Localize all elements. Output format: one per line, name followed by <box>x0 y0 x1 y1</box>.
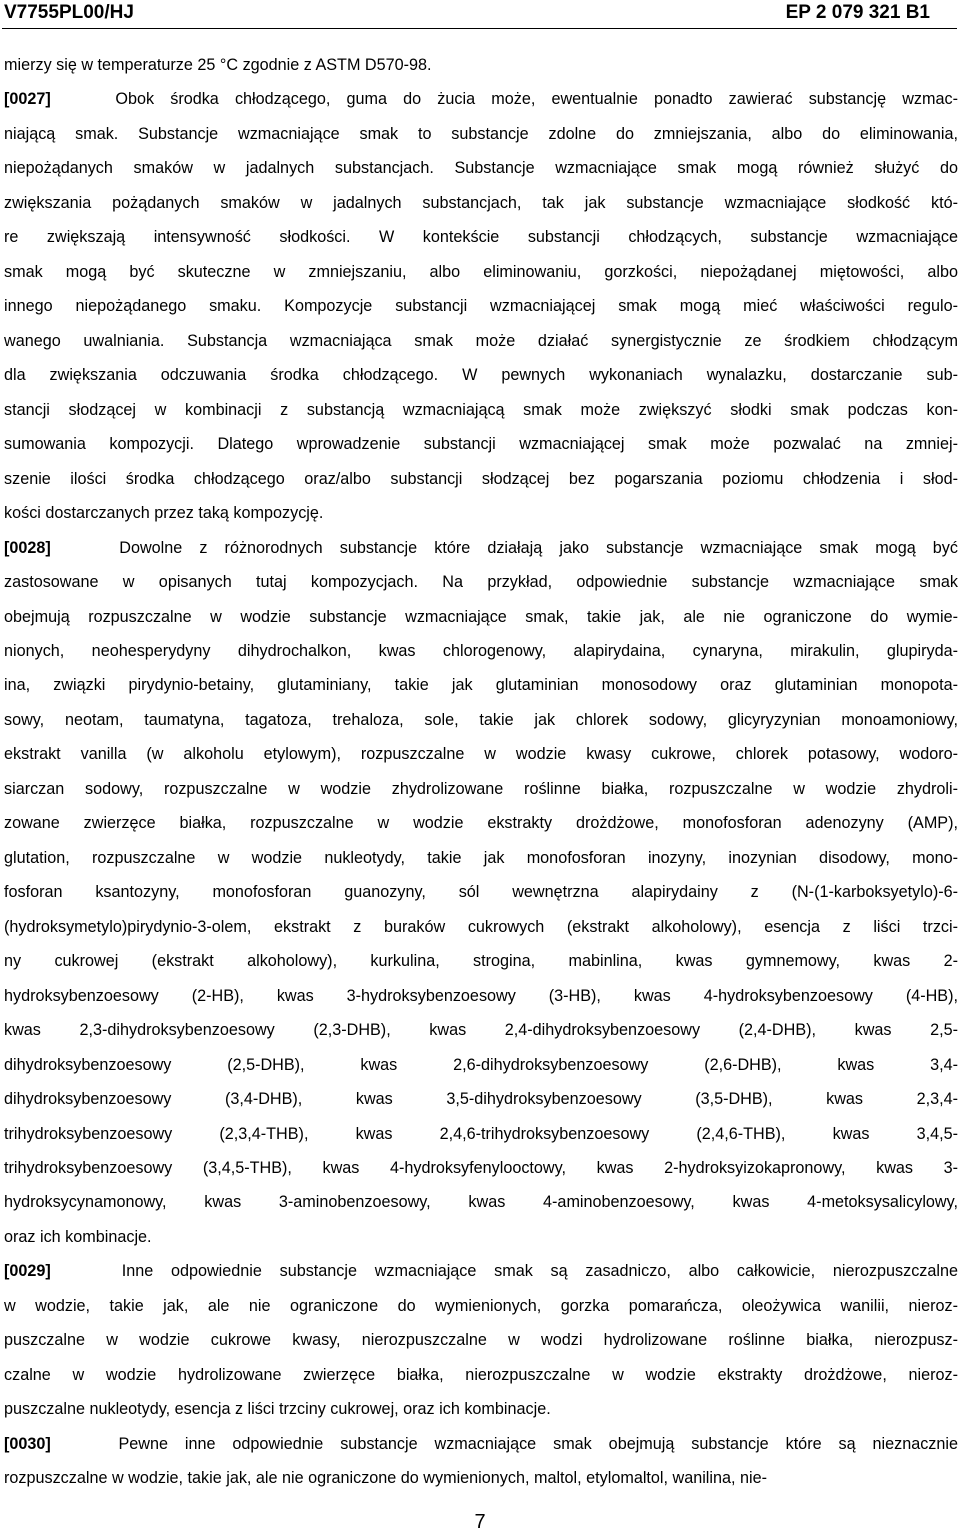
line-text: zastosowane w opisanych tutaj kompozycjach. Na przykład, odpowiednie substancje wzmacniające smak <box>4 573 958 592</box>
paragraph-number: [0029] <box>4 1262 51 1281</box>
text-line <box>4 462 958 496</box>
line-text: szenie ilości środka chłodzącego oraz/albo substancji słodzącej bez pogarszania poziomu chłodzenia i słod- <box>4 469 958 488</box>
text-line <box>4 1082 958 1116</box>
line-text: niepożądanych smaków w jadalnych substancjach. Substancje wzmacniające smak mogą również służyć do <box>4 159 958 178</box>
line-text: Obok środka chłodzącego, guma do żucia może, ewentualnie ponadto zawierać substancję wzmac- <box>115 90 958 109</box>
line-text: obejmują rozpuszczalne w wodzie substancje wzmacniające smak, takie jak, ale nie ograniczone do wymie- <box>4 607 958 626</box>
text-line <box>4 324 958 358</box>
text-line <box>4 255 958 289</box>
line-text: kwas 2,3-dihydroksybenzoesowy (2,3-DHB), kwas 2,4-dihydroksybenzoesowy (2,4-DHB), kwas 2,5- <box>4 1021 958 1040</box>
text-line <box>4 82 958 116</box>
line-text: czalne w wodzie hydrolizowane zwierzęce białka, nierozpuszczalne w wodzie ekstrakty drożdżowe, nieroz- <box>4 1365 958 1384</box>
text-line <box>4 1185 958 1219</box>
text-line <box>4 358 958 392</box>
line-text: hydroksycynamonowy, kwas 3-aminobenzoesowy, kwas 4-aminobenzoesowy, kwas 4-metoksysalicylowy, <box>4 1193 958 1212</box>
line-text: wanego uwalniania. Substancja wzmacniająca smak może działać synergistycznie ze środkiem chłodzącym <box>4 331 958 350</box>
document-code: V7755PL00/HJ <box>4 2 134 23</box>
text-line <box>4 1151 958 1185</box>
line-text: fosforan ksantozyny, monofosforan guanozyny, sól wewnętrzna alapirydainy z (N-(1-karboksyetylo)-6- <box>4 883 958 902</box>
line-text: dla zwiększania odczuwania środka chłodzącego. W pewnych wykonaniach wynalazku, dostarczanie sub- <box>4 366 958 385</box>
text-line <box>4 1048 958 1082</box>
text-line <box>4 186 958 220</box>
line-text: Inne odpowiednie substancje wzmacniające smak są zasadniczo, albo całkowicie, nierozpuszczalne <box>121 1262 958 1281</box>
text-line <box>4 117 958 151</box>
line-text: Dowolne z różnorodnych substancje które działają jako substancje wzmacniające smak mogą być <box>119 538 958 557</box>
line-text: ina, związki pirydynio-betainy, glutaminiany, takie jak glutaminian monosodowy oraz glutaminian monopota- <box>4 676 958 695</box>
line-text: ekstrakt vanilla (w alkoholu etylowym), rozpuszczalne w wodzie kwasy cukrowe, chlorek potasowy, wodoro- <box>4 745 958 764</box>
paragraph-0029 <box>4 1254 958 1426</box>
text-line <box>4 875 958 909</box>
text-line <box>4 1013 958 1047</box>
text-line <box>4 1117 958 1151</box>
line-text: zowane zwierzęce białka, rozpuszczalne w wodzie ekstrakty drożdżowe, monofosforan adenozyny (AMP), <box>4 814 958 833</box>
line-text: rozpuszczalne w wodzie, takie jak, ale nie ograniczone do wymienionych, maltol, etylomaltol, wanilina, nie- <box>4 1469 767 1488</box>
line-text: w wodzie, takie jak, ale nie ograniczone do wymienionych, gorzka pomarańcza, oleożywica wanilii, nieroz- <box>4 1296 958 1315</box>
line-text: ny cukrowej (ekstrakt alkoholowy), kurkulina, strogina, mabinlina, kwas gymnemowy, kwas 2- <box>4 952 958 971</box>
line-text: trihydroksybenzoesowy (3,4,5-THB), kwas 4-hydroksyfenylooctowy, kwas 2-hydroksyizokapronowy, kwas 3- <box>4 1159 958 1177</box>
paragraph-number: [0027] <box>4 90 51 109</box>
text-line <box>4 289 958 323</box>
document-body <box>4 48 958 1496</box>
text-line <box>4 1323 958 1357</box>
line-text: puszczalne nukleotydy, esencja z liści trzciny cukrowej, oraz ich kombinacje. <box>4 1400 551 1419</box>
text-line <box>4 979 958 1013</box>
text-line <box>4 151 958 185</box>
line-text: dihydroksybenzoesowy (3,4-DHB), kwas 3,5-dihydroksybenzoesowy (3,5-DHB), kwas 2,3,4- <box>4 1090 958 1109</box>
line-text: (hydroksymetylo)pirydynio-3-olem, ekstrakt z buraków cukrowych (ekstrakt alkoholowy), esencja z liści trzci- <box>4 917 958 936</box>
text-line <box>4 393 958 427</box>
text-line <box>4 220 958 254</box>
line-text: niającą smak. Substancje wzmacniające smak to substancje zdolne do zmniejszania, albo do eliminowania, <box>4 124 958 143</box>
line-text: puszczalne w wodzie cukrowe kwasy, nierozpuszczalne w wodzi hydrolizowane roślinne białka, nierozpusz- <box>4 1331 958 1350</box>
line-text: hydroksybenzoesowy (2-HB), kwas 3-hydroksybenzoesowy (3-HB), kwas 4-hydroksybenzoesowy (4-HB), <box>4 986 958 1005</box>
text-line <box>4 1427 958 1461</box>
paragraph-0028 <box>4 531 958 1255</box>
text-line <box>4 531 958 565</box>
page-header <box>0 0 960 34</box>
line-text: smak mogą być skuteczne w zmniejszaniu, albo eliminowaniu, gorzkości, niepożądanej miętowości, albo <box>4 262 958 281</box>
text-line <box>4 565 958 599</box>
text-line <box>4 1254 958 1288</box>
paragraph-continuation <box>4 48 958 82</box>
text-line <box>4 1289 958 1323</box>
text-line <box>4 703 958 737</box>
line-text: glutation, rozpuszczalne w wodzie nukleotydy, takie jak monofosforan inozyny, inozynian disodowy, mono- <box>4 848 958 867</box>
line-text: innego niepożądanego smaku. Kompozycje substancji wzmacniającej smak mogą mieć właściwości regulo- <box>4 297 958 316</box>
patent-number: EP 2 079 321 B1 <box>785 2 930 23</box>
paragraph-number: [0028] <box>4 538 51 557</box>
line-text: sumowania kompozycji. Dlatego wprowadzenie substancji wzmacniającej smak może pozwalać na zmniej- <box>4 435 958 454</box>
text-line <box>4 841 958 875</box>
text-line <box>4 772 958 806</box>
text-line <box>4 910 958 944</box>
line-text: trihydroksybenzoesowy (2,3,4-THB), kwas 2,4,6-trihydroksybenzoesowy (2,4,6-THB), kwas 3,4,5- <box>4 1124 958 1143</box>
line-text: mierzy się w temperaturze 25 °C zgodnie z ASTM D570-98. <box>4 56 432 74</box>
text-line <box>4 668 958 702</box>
text-line <box>4 48 958 82</box>
line-text: re zwiększają intensywność słodkości. W kontekście substancji chłodzących, substancje wzmacniające <box>4 228 958 247</box>
text-line <box>4 1220 958 1254</box>
line-text: oraz ich kombinacje. <box>4 1227 152 1246</box>
header-rule <box>2 28 957 29</box>
page-number: 7 <box>474 1511 486 1533</box>
line-text: stancji słodzącej w kombinacji z substancją wzmacniającą smak może zwiększyć słodki smak podczas kon- <box>4 400 958 419</box>
text-line <box>4 496 958 530</box>
text-line <box>4 600 958 634</box>
text-line <box>4 427 958 461</box>
paragraph-number: [0030] <box>4 1434 51 1453</box>
line-text: sowy, neotam, taumatyna, tagatoza, trehaloza, sole, takie jak chlorek sodowy, glicyryzynian monoamoniowy, <box>4 710 958 729</box>
text-line <box>4 737 958 771</box>
text-line <box>4 634 958 668</box>
text-line <box>4 1461 958 1495</box>
line-text: kości dostarczanych przez taką kompozycję. <box>4 504 324 523</box>
paragraph-0027 <box>4 82 958 530</box>
line-text: dihydroksybenzoesowy (2,5-DHB), kwas 2,6-dihydroksybenzoesowy (2,6-DHB), kwas 3,4- <box>4 1055 958 1074</box>
paragraph-0030 <box>4 1427 958 1496</box>
line-text: zwiększania pożądanych smaków w jadalnych substancjach, tak jak substancje wzmacniające słodkość któ- <box>4 193 958 212</box>
line-text: siarczan sodowy, rozpuszczalne w wodzie zhydrolizowane roślinne białka, rozpuszczalne w wodzie zhydroli- <box>4 779 958 798</box>
text-line <box>4 1392 958 1426</box>
text-line <box>4 944 958 978</box>
line-text: Pewne inne odpowiednie substancje wzmacniające smak obejmują substancje które są nieznacznie <box>118 1434 958 1453</box>
text-line <box>4 1358 958 1392</box>
text-line <box>4 806 958 840</box>
line-text: nionych, neohesperydyny dihydrochalkon, kwas chlorogenowy, alapirydaina, cynaryna, mirakulin, glupiryda- <box>4 641 958 660</box>
